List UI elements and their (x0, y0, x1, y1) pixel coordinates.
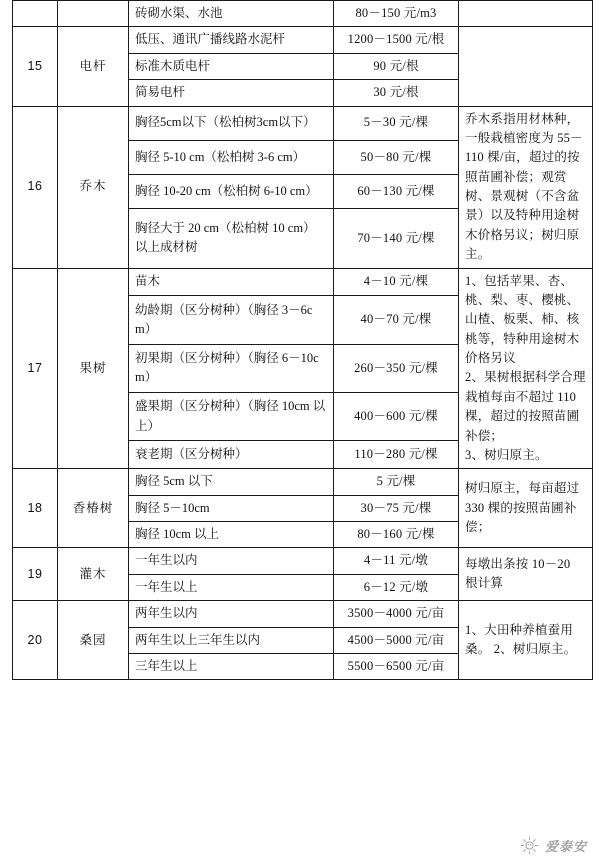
table-row (13, 106, 593, 140)
remark-line: 1、包括苹果、杏、桃、梨、枣、樱桃、山楂、板栗、柿、核桃等，特种用途树木价格另议 (465, 273, 580, 365)
category-cell: 桑园 (58, 601, 129, 680)
table-row (13, 469, 593, 495)
row-index-cell: 19 (13, 548, 58, 601)
category-cell (58, 1, 129, 27)
price-cell: 6－12 元/墩 (334, 574, 459, 600)
description-cell: 低压、通讯广播线路水泥杆 (129, 27, 334, 53)
row-index-cell: 18 (13, 469, 58, 548)
description-cell: 两年生以内 (129, 601, 334, 627)
remark-cell (459, 601, 593, 680)
description-cell: 胸径 5-10 cm（松柏树 3-6 cm） (129, 140, 334, 174)
row-index-cell: 17 (13, 268, 58, 469)
description-cell: 胸径 10cm 以上 (129, 522, 334, 548)
description-cell: 简易电杆 (129, 80, 334, 106)
remark-line: 2、果树根据科学合理栽植每亩不超过 110 棵，超过的按照苗圃补偿； (465, 370, 586, 443)
row-index-cell (13, 1, 58, 27)
remark-cell (459, 106, 593, 268)
description-cell: 胸径 5－10cm (129, 495, 334, 521)
category-cell: 果树 (58, 268, 129, 469)
watermark-text: 爱泰安 (544, 839, 587, 854)
row-index-cell: 15 (13, 27, 58, 106)
description-cell: 初果期（区分树种）（胸径 6－10cm） (129, 344, 334, 392)
description-cell: 标准木质电杆 (129, 53, 334, 79)
remark-cell (459, 469, 593, 548)
description-cell: 幼龄期（区分树种）（胸径 3－6cm） (129, 296, 334, 344)
description-cell: 胸径大于 20 cm（松柏树 10 cm）以上成材树 (129, 209, 334, 268)
remark-line: 3、树归原主。 (465, 447, 548, 462)
category-cell: 乔木 (58, 106, 129, 268)
table-row (13, 27, 593, 53)
price-cell: 30－75 元/棵 (334, 495, 459, 521)
price-cell: 260－350 元/棵 (334, 344, 459, 392)
remark-cell (459, 1, 593, 27)
price-cell: 4－10 元/棵 (334, 268, 459, 296)
price-cell: 1200－1500 元/根 (334, 27, 459, 53)
price-cell: 60－130 元/棵 (334, 174, 459, 208)
remark-cell (459, 548, 593, 601)
price-cell: 90 元/根 (334, 53, 459, 79)
price-cell: 4500－5000 元/亩 (334, 627, 459, 653)
category-cell: 灌木 (58, 548, 129, 601)
description-cell: 胸径 10-20 cm（松柏树 6-10 cm） (129, 174, 334, 208)
price-cell: 5500－6500 元/亩 (334, 653, 459, 679)
remark-line: 树归原主，每亩超过 330 棵的按照苗圃补偿； (465, 481, 580, 534)
category-cell: 香椿树 (58, 469, 129, 548)
price-cell: 400－600 元/棵 (334, 393, 459, 441)
description-cell: 一年生以上 (129, 574, 334, 600)
price-cell: 80－160 元/棵 (334, 522, 459, 548)
price-cell: 3500－4000 元/亩 (334, 601, 459, 627)
table-row (13, 1, 593, 27)
price-cell: 5－30 元/棵 (334, 106, 459, 140)
table-row (13, 601, 593, 627)
price-cell: 70－140 元/棵 (334, 209, 459, 268)
remark-cell (459, 268, 593, 469)
price-cell: 110－280 元/棵 (334, 441, 459, 469)
price-cell: 80－150 元/m3 (334, 1, 459, 27)
price-cell: 5 元/棵 (334, 469, 459, 495)
description-cell: 两年生以上三年生以内 (129, 627, 334, 653)
description-cell: 砖砌水渠、水池 (129, 1, 334, 27)
description-cell: 盛果期（区分树种）（胸径 10cm 以上） (129, 393, 334, 441)
description-cell: 胸径 5cm 以下 (129, 469, 334, 495)
price-cell: 30 元/根 (334, 80, 459, 106)
remark-cell (459, 27, 593, 106)
category-cell: 电杆 (58, 27, 129, 106)
table-row (13, 548, 593, 574)
row-index-cell: 16 (13, 106, 58, 268)
description-cell: 一年生以内 (129, 548, 334, 574)
remark-line: 乔木系指用材林种，一般栽植密度为 55－110 棵/亩，超过的按照苗圃补偿；观赏树、景观树（不含盆景）以及特种用途树木价格另议；树归原主。 (465, 111, 583, 262)
remark-line: 每墩出条按 10－20 根计算 (465, 556, 571, 591)
remark-line: 1、大田种养植蚕用桑。 2、树归原主。 (465, 622, 577, 657)
price-cell: 50－80 元/棵 (334, 140, 459, 174)
description-cell: 苗木 (129, 268, 334, 296)
row-index-cell: 20 (13, 601, 58, 680)
watermark (520, 836, 587, 855)
description-cell: 三年生以上 (129, 653, 334, 679)
table-row (13, 268, 593, 296)
table-body (13, 1, 593, 680)
price-cell: 40－70 元/棵 (334, 296, 459, 344)
sun-burst-logo-icon (520, 836, 539, 855)
description-cell: 胸径5cm以下（松柏树3cm以下） (129, 106, 334, 140)
price-cell: 4－11 元/墩 (334, 548, 459, 574)
description-cell: 衰老期（区分树种） (129, 441, 334, 469)
compensation-standards-table (12, 0, 593, 680)
